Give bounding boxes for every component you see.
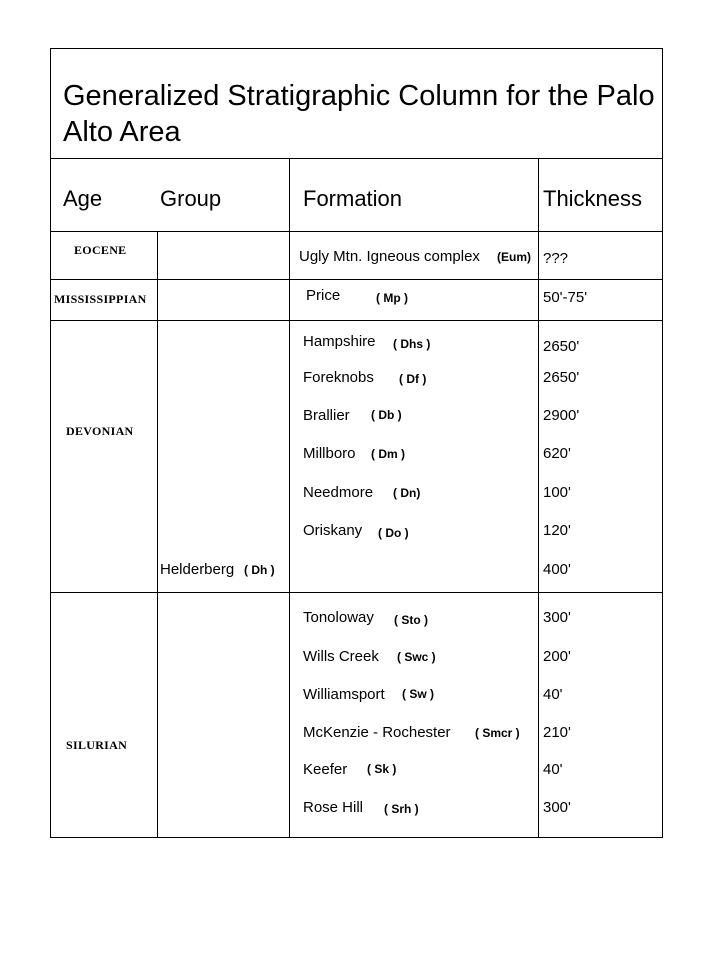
formation-name: Millboro [303,445,356,462]
page-title: Generalized Stratigraphic Column for the Palo Alto Area [63,80,655,148]
header-age: Age [63,186,103,211]
formation-thickness: 2900' [543,407,580,424]
formation-abbr: ( Smcr ) [475,726,520,740]
formation-thickness: 200' [543,648,571,665]
formation-name: Oriskany [303,522,363,539]
formation-abbr: ( Dhs ) [393,337,431,351]
formation-abbr: ( Dm ) [371,447,405,461]
formation-name: Ugly Mtn. Igneous complex [299,248,480,265]
header-formation: Formation [303,186,403,211]
stratigraphic-table [50,48,663,838]
formation-abbr: ( Df ) [399,372,427,386]
formation-thickness: 100' [543,484,571,501]
formation-thickness: 2650' [543,338,580,355]
rule-below-header [50,231,663,232]
formation-thickness: 2650' [543,369,580,386]
formation-name: Price [306,287,341,304]
age-silurian: SILURIAN [66,738,128,752]
age-mississippian: MISSISSIPPIAN [54,292,147,306]
formation-name: Wills Creek [303,648,379,665]
rule-below-devonian [50,592,663,593]
rule-below-eocene [50,279,663,280]
group-name: Helderberg [160,561,235,578]
formation-name: Hampshire [303,333,376,350]
formation-thickness: 300' [543,609,571,626]
formation-name: Keefer [303,761,348,778]
formation-name: Needmore [303,484,374,501]
formation-abbr: ( Srh ) [384,802,419,816]
formation-name: Brallier [303,407,350,424]
formation-thickness: 210' [543,724,571,741]
formation-thickness: 40' [543,686,563,703]
formation-thickness: 120' [543,522,571,539]
formation-abbr: ( Mp ) [376,291,408,305]
rule-group-formation [289,158,290,838]
rule-age-group [157,231,158,838]
formation-abbr: ( Dn) [393,486,421,500]
formation-thickness: 40' [543,761,563,778]
formation-name: Williamsport [303,686,385,703]
formation-name: Rose Hill [303,799,364,816]
rule-formation-thickness [538,158,539,838]
formation-abbr: (Eum) [497,250,531,264]
formation-thickness: 300' [543,799,571,816]
group-thickness: 400' [543,561,571,578]
formation-thickness: 50'-75' [543,289,588,306]
formation-abbr: ( Swc ) [397,650,436,664]
formation-abbr: ( Sw ) [402,687,434,701]
formation-thickness: 620' [543,445,571,462]
formation-name: Foreknobs [303,369,374,386]
group-abbr: ( Dh ) [244,563,275,577]
formation-abbr: ( Do ) [378,526,409,540]
age-eocene: EOCENE [74,243,127,257]
rule-below-title [50,158,663,159]
header-thickness: Thickness [543,186,643,211]
formation-name: McKenzie - Rochester [303,724,451,741]
formation-abbr: ( Db ) [371,408,402,422]
header-group: Group [160,186,222,211]
rule-below-mississippian [50,320,663,321]
formation-name: Tonoloway [303,609,374,626]
formation-thickness: ??? [543,250,569,267]
age-devonian: DEVONIAN [66,424,134,438]
formation-abbr: ( Sto ) [394,613,428,627]
formation-abbr: ( Sk ) [367,762,397,776]
